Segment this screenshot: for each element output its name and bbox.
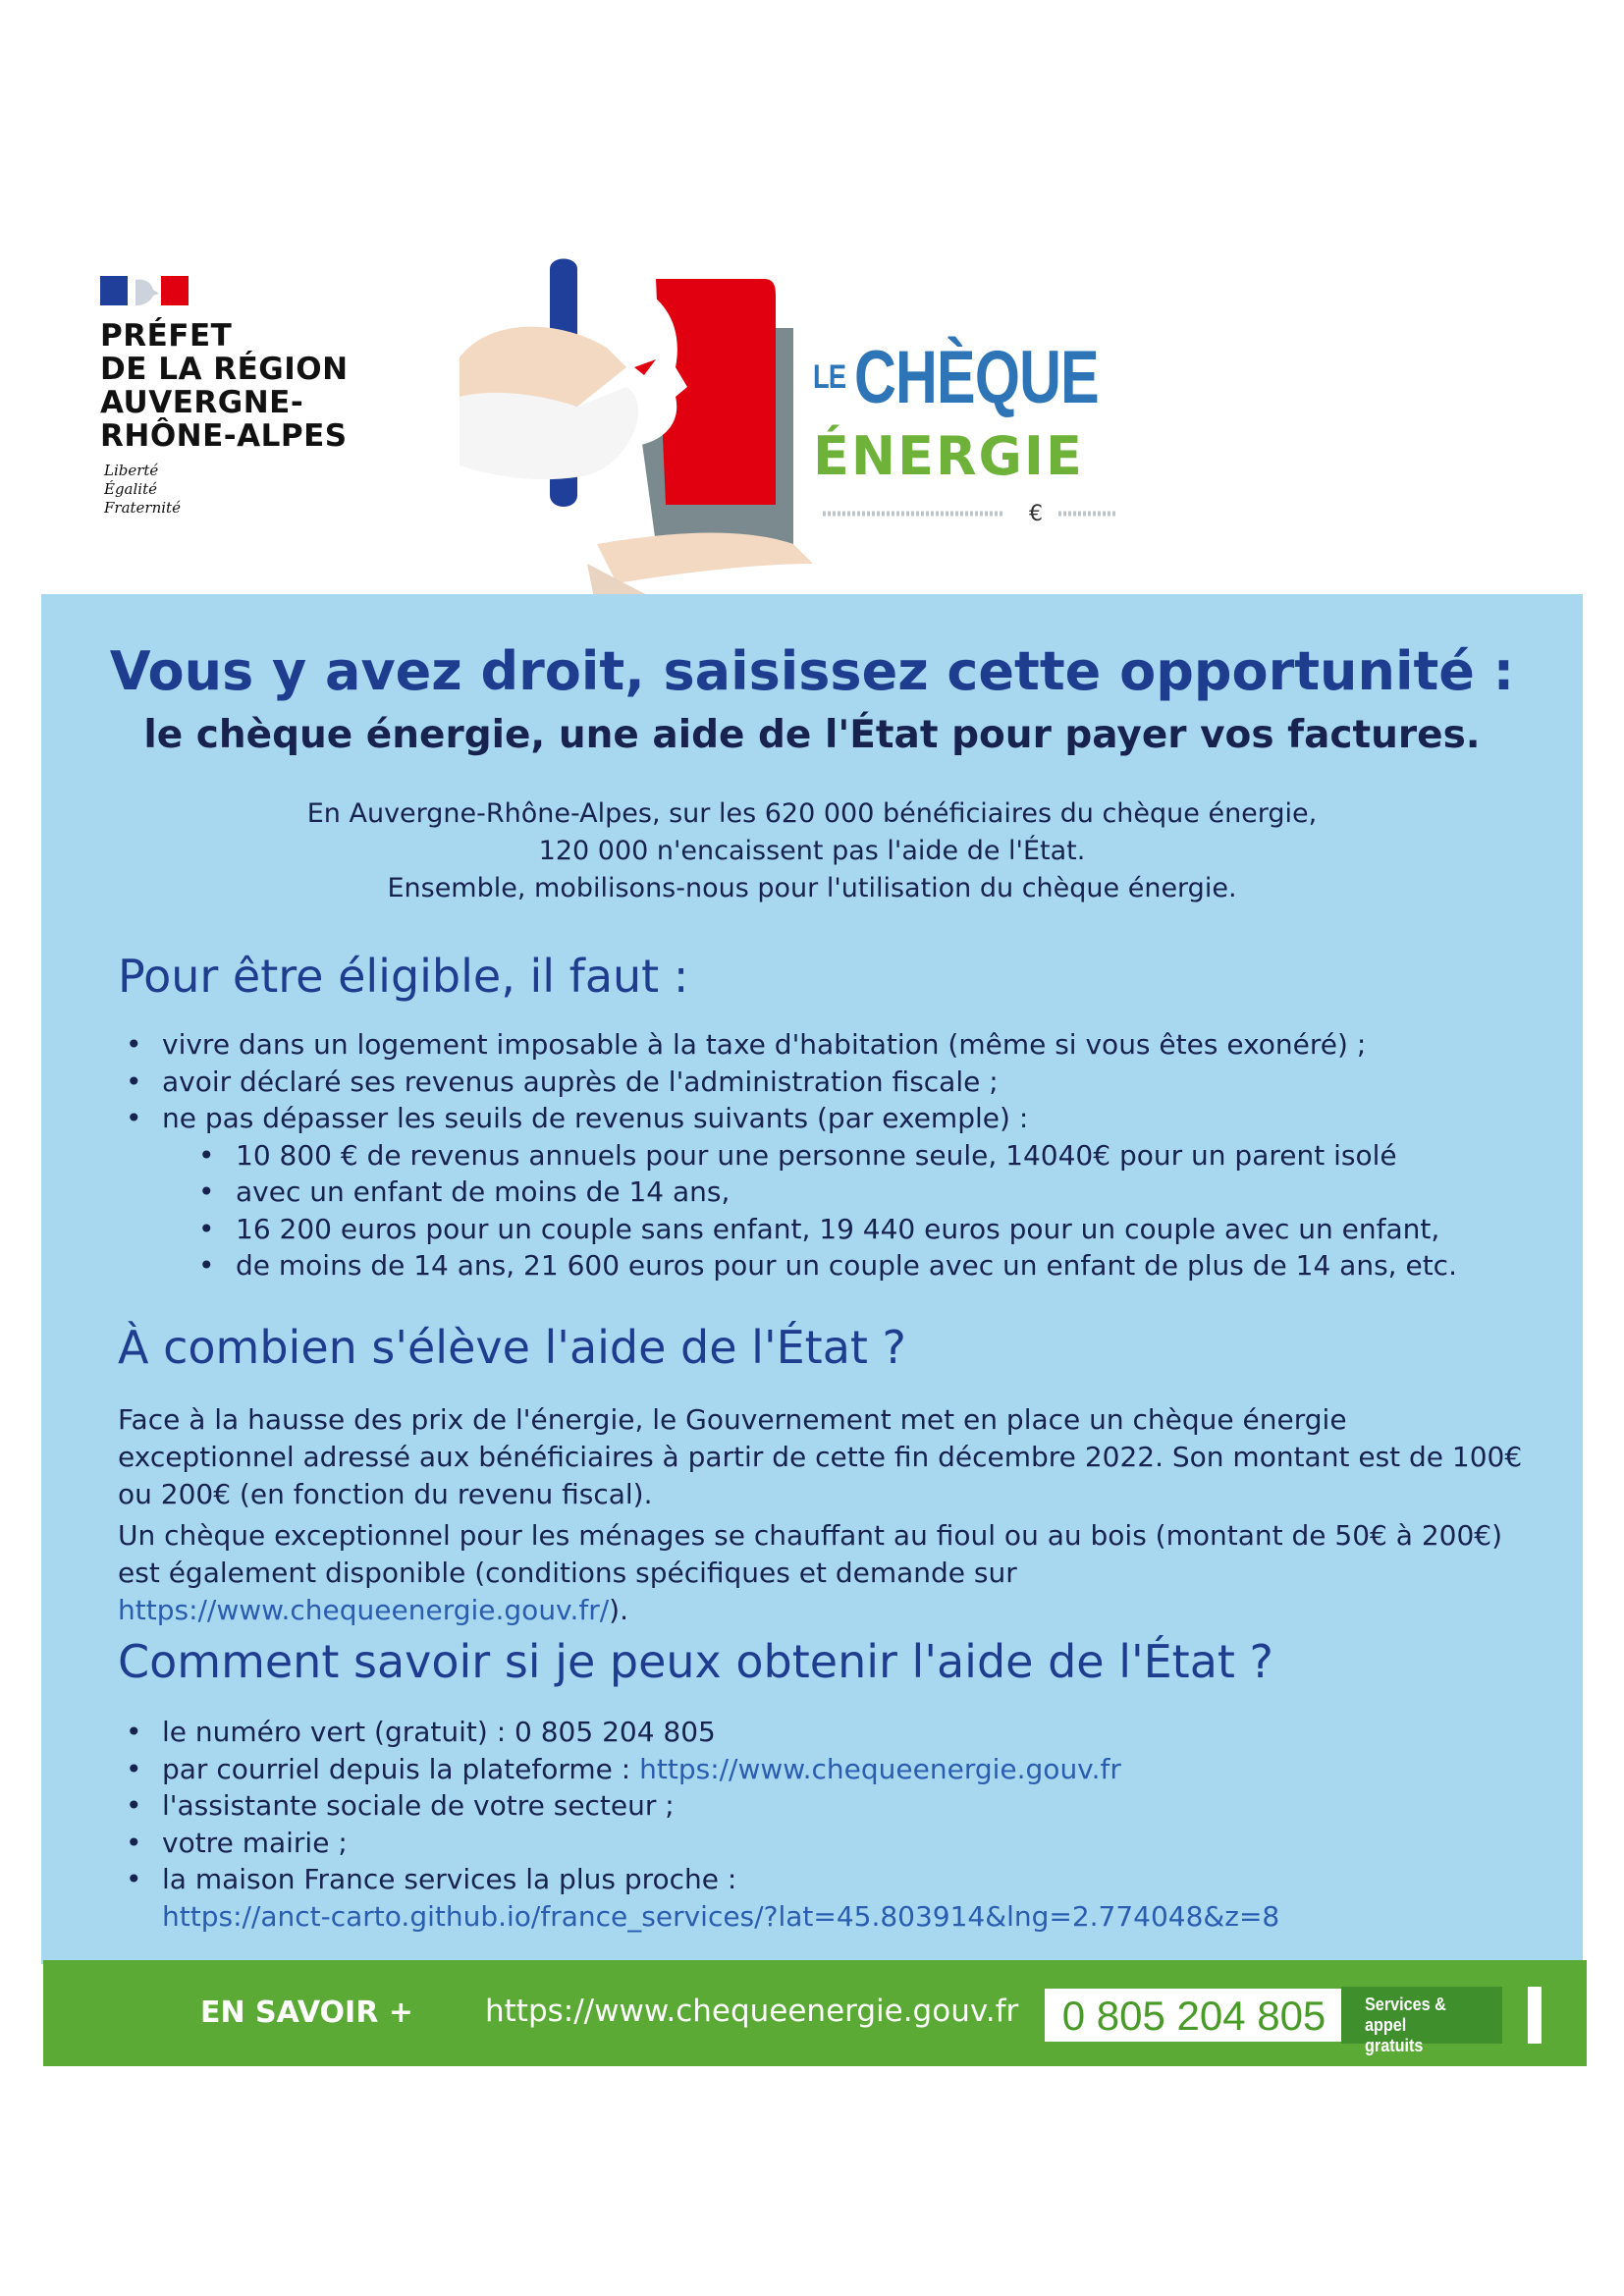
how-heading: Comment savoir si je peux obtenir l'aide de l'État ? (118, 1635, 1273, 1688)
euro-dotted-line-icon (823, 504, 1117, 523)
intro-line: 120 000 n'encaissent pas l'aide de l'État. (538, 836, 1086, 866)
services-text (1365, 1995, 1489, 2056)
list-subitem: • 16 200 euros pour un couple sans enfant, 19 440 euros pour un couple avec un enfant, (118, 1211, 1457, 1248)
list-item-text: par courriel depuis la plateforme : (162, 1752, 640, 1785)
page-subtitle: le chèque énergie, une aide de l'État pour payer vos factures. (143, 713, 1481, 757)
footer-banner (43, 1960, 1587, 2066)
eligibility-list (118, 1026, 1457, 1285)
list-item: • le numéro vert (gratuit) : 0 805 204 805 (118, 1714, 1279, 1751)
list-subitem: • avec un enfant de moins de 14 ans, (118, 1174, 1457, 1211)
services-line: gratuits (1365, 2036, 1424, 2055)
services-line: Services & appel (1365, 1995, 1446, 2035)
list-item: • l'assistante sociale de votre secteur ; (118, 1787, 1279, 1825)
prefet-line: DE LA RÉGION (100, 352, 349, 387)
france-services-link[interactable]: https://anct-carto.github.io/france_services/?lat=45.803914&lng=2.774048&z=8 (162, 1899, 1280, 1933)
amount-paragraph: Face à la hausse des prix de l'énergie, le Gouvernement met en place un chèque énergie exceptionnel adressé aux bénéficiaires à partir de cette fin décembre 2022. Son montant est de 100€ ou 200€ (en fonction du revenu fiscal). (118, 1403, 1523, 1510)
how-list (118, 1714, 1279, 1935)
fuel-paragraph (118, 1517, 1532, 1629)
en-savoir-label: EN SAVOIR + (200, 1995, 413, 2030)
cheque-energie-illustration-icon (460, 249, 862, 613)
page-title: Vous y avez droit, saisissez cette opportunité : (109, 640, 1515, 702)
list-item: • vivre dans un logement imposable à la taxe d'habitation (même si vous êtes exonéré) ; (118, 1026, 1457, 1064)
phone-number[interactable]: 0 805 204 805 (1061, 1993, 1326, 2039)
info-panel (41, 594, 1583, 1964)
marianne-logo-icon (100, 276, 189, 305)
logo-cheque-text: CHÈQUE (854, 336, 1099, 419)
list-item: • avoir déclaré ses revenus auprès de l'administration fiscale ; (118, 1064, 1457, 1101)
prefet-line: AUVERGNE- (100, 385, 304, 420)
phone-box (1043, 1987, 1345, 2044)
eligibility-heading: Pour être éligible, il faut : (118, 950, 689, 1003)
euro-symbol: € (1029, 504, 1043, 523)
list-item (118, 1751, 1279, 1788)
intro-line: Ensemble, mobilisons-nous pour l'utilisation du chèque énergie. (387, 873, 1237, 903)
logo-le-text: LE (813, 358, 846, 396)
banner-url-link[interactable]: https://www.chequeenergie.gouv.fr (485, 1994, 1019, 2029)
prefet-title (100, 319, 395, 453)
fuel-paragraph-text: Un chèque exceptionnel pour les ménages se chauffant au fioul ou au bois (montant de 50€ à 200€) est également disponible (conditions spécifiques et demande sur (118, 1519, 1503, 1589)
list-item: • votre mairie ; (118, 1825, 1279, 1862)
cheque-energie-link[interactable]: https://www.chequeenergie.gouv.fr/ (118, 1594, 610, 1626)
motto-line: Liberté (104, 462, 159, 479)
list-subitem: • 10 800 € de revenus annuels pour une personne seule, 14040€ pour un parent isolé (118, 1137, 1457, 1175)
cheque-energie-logo (813, 336, 1127, 535)
platform-link[interactable]: https://www.chequeenergie.gouv.fr (639, 1752, 1121, 1785)
list-item: • la maison France services la plus proche : (118, 1861, 1279, 1898)
fuel-paragraph-end: ). (609, 1594, 628, 1626)
prefet-line: PRÉFET (100, 318, 233, 354)
intro-text (41, 795, 1583, 907)
services-badge (1341, 1987, 1502, 2055)
logo-energie-text: ÉNERGIE (813, 425, 1084, 487)
list-item-continuation (118, 1898, 1279, 1936)
divider-bar (1528, 1987, 1542, 2044)
list-subitem: • de moins de 14 ans, 21 600 euros pour un couple avec un enfant de plus de 14 ans, etc. (118, 1247, 1457, 1285)
prefet-line: RHÔNE-ALPES (100, 418, 348, 454)
amount-heading: À combien s'élève l'aide de l'État ? (118, 1321, 906, 1374)
intro-line: En Auvergne-Rhône-Alpes, sur les 620 000 bénéficiaires du chèque énergie, (306, 798, 1318, 829)
republic-motto (104, 462, 181, 518)
motto-line: Égalité (104, 480, 157, 498)
motto-line: Fraternité (104, 499, 181, 517)
list-item: • ne pas dépasser les seuils de revenus suivants (par exemple) : (118, 1100, 1457, 1137)
